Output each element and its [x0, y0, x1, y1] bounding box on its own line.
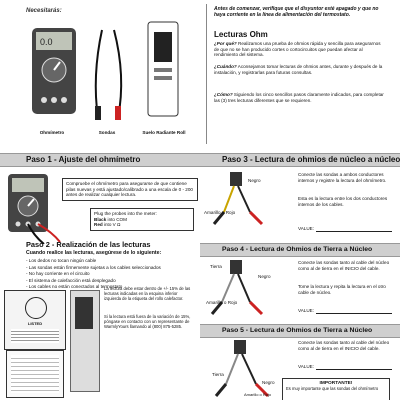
paso3-instruction-2: Esta es la lectura entre los dos conductores internos de los cables.	[298, 196, 388, 207]
tool-label-probes: Sondas	[98, 130, 116, 135]
ohm-section-title: Lecturas Ohm	[214, 30, 268, 39]
important-box	[282, 378, 390, 400]
why-paragraph	[214, 41, 386, 58]
paso1-header: Paso 1 - Ajuste del ohmímetro	[0, 153, 200, 167]
important-title: IMPORTANTE!	[319, 381, 353, 386]
paso2-title: Paso 2 - Realización de las lecturas	[26, 240, 151, 249]
paso4-value-line[interactable]	[316, 308, 392, 314]
top-vertical-divider	[206, 4, 207, 144]
paso3-wire-label-black: Negro	[248, 178, 261, 183]
needed-label: Necesitarás:	[26, 8, 62, 14]
paso4-value-label: VALUE:	[298, 308, 314, 313]
paso5-wire-label-yellow: Amarillo o Rojo	[244, 392, 272, 397]
paso4-instruction-2: Tome la lectura y repita la lectura en el otro cable de núcleo.	[298, 284, 386, 295]
paso5-value-field[interactable]	[298, 364, 392, 370]
paso3-value-field[interactable]	[298, 226, 392, 232]
closeup-lines	[11, 355, 59, 393]
roll-package-image	[70, 290, 100, 392]
paso4-wire-label-ground: Tierra	[210, 264, 222, 269]
when-label: ¿Cuándo?	[214, 64, 237, 69]
how-label: ¿Cómo?	[214, 92, 233, 97]
plug-instruction: Plug the probes into the meter:	[94, 211, 157, 216]
paso5-value-label: VALUE:	[298, 364, 314, 369]
package-dark-band	[75, 297, 93, 329]
paso3-wire-label-yellow: Amarillo o Rojo	[204, 210, 236, 215]
plug-black-rest: into COM	[106, 216, 127, 222]
paso3-value-label: VALUE:	[298, 226, 314, 231]
plug-red-rest: into V Ω	[102, 222, 121, 228]
label-lines	[11, 329, 59, 343]
warning-text: Antes de comenzar, verifique que el disyuntor esté apagado y que no haya corriente en la línea de alimentación del termostato.	[214, 6, 379, 19]
how-text: Siguiendo los cinco sencillos pasos claramente indicados, para completar las (3) tres lecturas diferentes que se requieren.	[214, 92, 384, 103]
tool-label-roll: Suelo Radiante Roll	[142, 130, 186, 135]
paso4-instruction-1: Conecte las sondas tanto al cable del núcleo como al de tierra en el INICIO del cable.	[298, 260, 390, 271]
paso2-contact-note: Si la lectura está fuera de la variación de 15%, póngase en contacto con un representante de WarmlyYours llamando al (800) 875-5285.	[104, 314, 191, 330]
paso5-wire-label-ground: Tierra	[212, 372, 224, 377]
why-text: Realizamos una prueba de ohmios rápida y sencilla para asegurarnos de que no se han producido cortes o cortocircuitos que puedan afectar al rendimiento del sistema.	[214, 41, 381, 58]
paso2-tolerance-note: La lectura debe estar dentro de +/- 15% de las lecturas indicadas en la esquina inferior izquierda de la etiqueta del rollo calefactor.	[104, 286, 191, 302]
list-item: - El sistema de calefacción está desplegado	[26, 277, 116, 283]
heating-roll-illustration	[142, 18, 186, 122]
paso3-instruction-1: Conecte las sondas a ambos conductores internos y registre la lectura del ohmímetro.	[298, 172, 387, 183]
important-text: Es muy importante que las sondas del ohmímetro	[286, 386, 379, 391]
ohmmeter-illustration	[24, 22, 84, 122]
paso5-value-line[interactable]	[316, 364, 392, 370]
paso5-wire-label-black: Negro	[262, 380, 275, 385]
paso1-calibration-note: Compruebe el ohmímetro para asegurarse de que contiene pilas nuevas y está ajustado/calibrado a una escala de 0 - 200 antes de realizar cualquier lectura.	[62, 178, 198, 201]
paso4-wire-label-yellow: Amarillo o Rojo	[206, 300, 238, 305]
paso1-multimeter-illustration	[4, 172, 62, 244]
paso2-subtitle: Cuando realice las lecturas, asegúrese de lo siguiente:	[26, 250, 162, 256]
list-item: - Los cables no están conectados al termostato	[26, 284, 123, 290]
paso5-header: Paso 5 - Lectura de Ohmios de Tierra a Núcleo	[200, 324, 400, 338]
paso4-wire-label-black: Negro	[258, 274, 271, 279]
paso5-instruction-1: Conecte las sondas tanto al cable del núcleo como al de tierra en el INICIO del cable.	[298, 340, 390, 351]
plug-black-label: Black	[94, 216, 107, 222]
tool-label-ohmmeter: Ohmímetro	[39, 130, 65, 135]
paso3-header: Paso 3 - Lectura de ohmios de núcleo a núcleo	[200, 153, 400, 167]
plug-red-line	[94, 222, 190, 228]
roll-label-image	[4, 290, 66, 350]
probes-illustration	[84, 26, 134, 122]
plug-red-label: Red	[94, 222, 103, 228]
list-item: - Las sondas están firmemente sujetas a los cables seleccionados	[26, 264, 161, 270]
list-item: - Los dedos no tocan ningún cable	[26, 258, 97, 263]
when-paragraph	[214, 64, 386, 75]
roll-label-closeup	[6, 350, 64, 398]
svg-text:0.0: 0.0	[40, 37, 53, 47]
paso3-value-line[interactable]	[316, 226, 392, 232]
list-item: - No hay corriente en el circuito	[26, 271, 90, 277]
ul-logo	[25, 297, 47, 319]
ul-listed-text: LISTED	[27, 321, 43, 326]
paso3-wires-illustration	[210, 170, 270, 226]
why-label: ¿Por qué?	[214, 41, 237, 46]
paso4-header: Paso 4 - Lectura de Ohmios de Tierra a Núcleo	[200, 243, 400, 257]
how-paragraph	[214, 92, 386, 103]
paso1-plug-note	[90, 208, 194, 231]
when-text: Aconsejamos tomar lecturas de ohmios antes, durante y después de la instalación, y registrarlas para futuras consultas.	[214, 64, 383, 75]
paso5-wires-illustration	[212, 338, 274, 398]
paso4-value-field[interactable]	[298, 308, 392, 314]
